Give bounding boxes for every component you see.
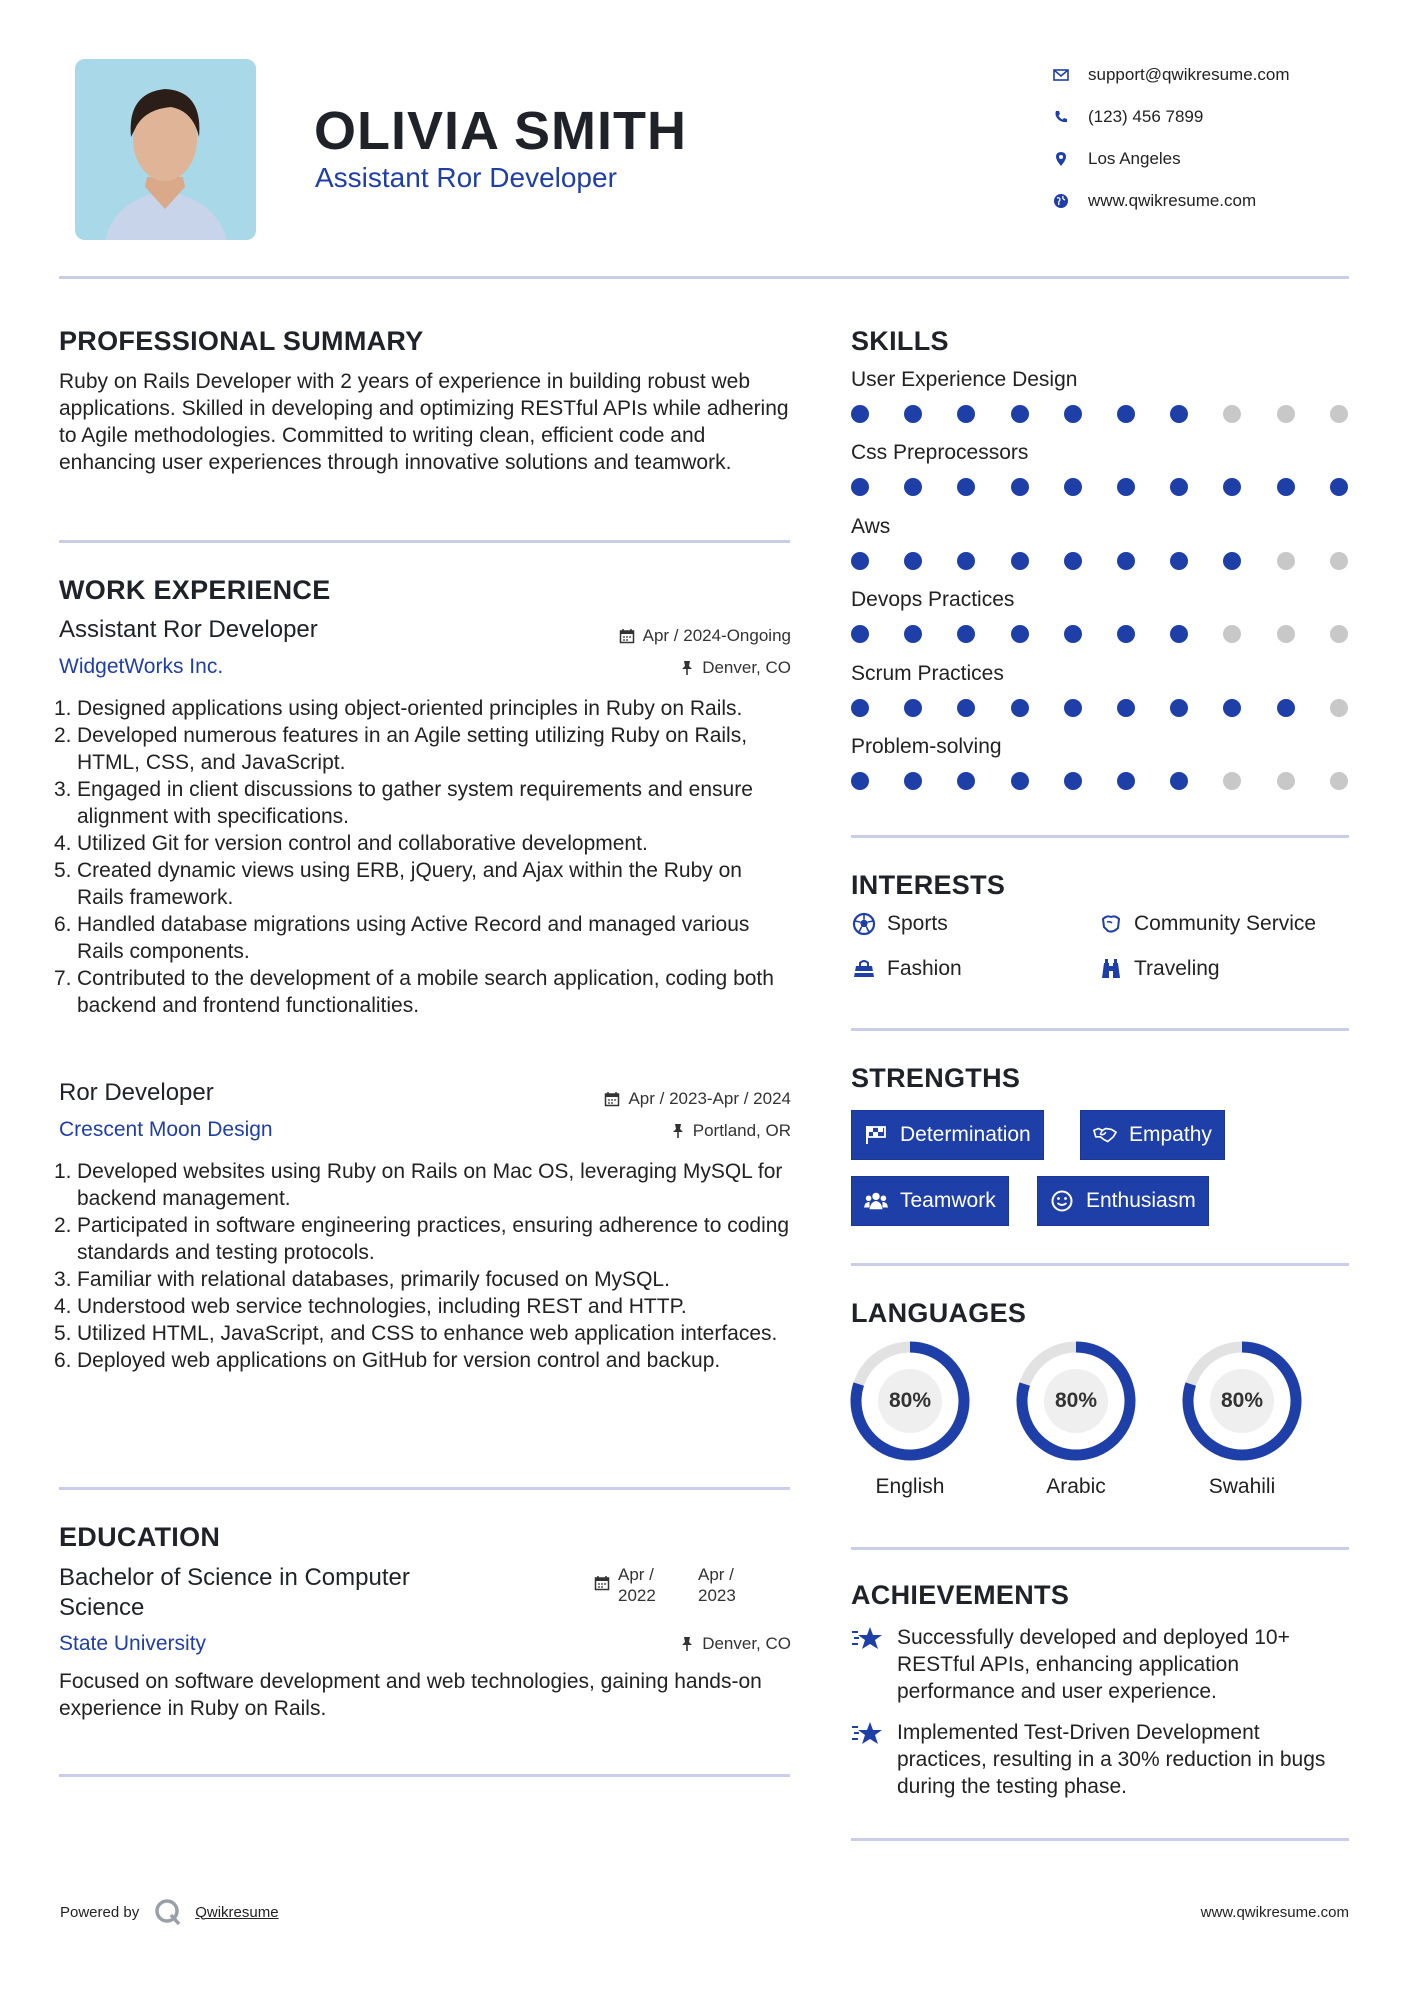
flag-icon bbox=[864, 1123, 888, 1147]
smile-icon bbox=[1050, 1189, 1074, 1213]
binoculars-icon bbox=[1098, 956, 1124, 982]
language-gauge bbox=[1181, 1340, 1303, 1462]
job-bullets bbox=[54, 695, 794, 1019]
interests-divider bbox=[851, 1028, 1349, 1031]
job-dates bbox=[500, 1089, 791, 1109]
skill-dot-filled bbox=[1117, 405, 1135, 423]
list-item: 4. Utilized Git for version control and collaborative development. bbox=[54, 832, 648, 855]
skill-dot-filled bbox=[851, 552, 869, 570]
skill-name: Problem-solving bbox=[851, 735, 1002, 758]
skill-name: Css Preprocessors bbox=[851, 441, 1029, 465]
degree-title bbox=[59, 1563, 410, 1623]
skill-rating bbox=[851, 699, 1351, 719]
list-item: 4. Understood web service technologies, including REST and HTTP. bbox=[54, 1295, 687, 1318]
skill-dot-filled bbox=[957, 625, 975, 643]
list-item: 1. Designed applications using object-oriented principles in Ruby on Rails. bbox=[54, 697, 743, 720]
interests-title: INTERESTS bbox=[851, 870, 1006, 900]
skill-dot-filled bbox=[1117, 699, 1135, 717]
skills-divider bbox=[851, 835, 1349, 838]
skill-dot-filled bbox=[1117, 772, 1135, 790]
skills-title: SKILLS bbox=[851, 326, 949, 356]
skill-dot-filled bbox=[1330, 478, 1348, 496]
calendar-icon bbox=[594, 1575, 610, 1591]
education-title: EDUCATION bbox=[59, 1522, 221, 1552]
language-name: English bbox=[875, 1475, 945, 1498]
interest-fashion bbox=[851, 956, 962, 982]
interest-label: Traveling bbox=[1134, 957, 1220, 980]
pushpin-icon bbox=[680, 1636, 694, 1652]
list-item: 2. Developed numerous features in an Agile setting utilizing Ruby on Rails, HTML, CSS, and JavaScript. bbox=[54, 724, 748, 774]
profile-photo bbox=[75, 59, 256, 240]
contact-website[interactable] bbox=[1050, 180, 1380, 222]
footer-website[interactable]: www.qwikresume.com bbox=[1200, 1904, 1349, 1921]
soccer-ball-icon bbox=[851, 911, 877, 937]
degree-line: Bachelor of Science in Computer bbox=[59, 1564, 410, 1591]
skill-rating bbox=[851, 478, 1351, 498]
skill-dot-filled bbox=[957, 699, 975, 717]
interest-label: Sports bbox=[887, 912, 948, 935]
list-item: 3. Engaged in client discussions to gather system requirements and ensure alignment with specifications. bbox=[54, 778, 753, 828]
skill-dot-filled bbox=[1064, 772, 1082, 790]
globe-icon bbox=[1050, 190, 1072, 212]
strengths-divider bbox=[851, 1263, 1349, 1266]
contact-phone-text: (123) 456 7899 bbox=[1088, 107, 1204, 126]
job-company: Crescent Moon Design bbox=[59, 1118, 273, 1141]
education-description: Focused on software development and web technologies, gaining hands-on experience in Ruby on Rails. bbox=[59, 1670, 762, 1720]
summary-divider bbox=[59, 540, 790, 543]
contact-list bbox=[1050, 54, 1380, 222]
skill-dot-filled bbox=[957, 405, 975, 423]
pushpin-icon bbox=[671, 1123, 685, 1139]
strength-label: Teamwork bbox=[900, 1189, 996, 1212]
skill-dot-empty bbox=[1330, 552, 1348, 570]
skill-dot-filled bbox=[904, 405, 922, 423]
job-location bbox=[500, 1121, 791, 1141]
job-dates-text: Apr / 2024-Ongoing bbox=[642, 626, 791, 645]
skill-dot-empty bbox=[1277, 552, 1295, 570]
skill-dot-filled bbox=[1011, 552, 1029, 570]
language-percent: 80% bbox=[888, 1389, 932, 1412]
job-dates-text: Apr / 2023-Apr / 2024 bbox=[628, 1089, 791, 1108]
skill-dot-filled bbox=[1117, 478, 1135, 496]
footer-powered-label: Powered by bbox=[60, 1903, 140, 1921]
skill-dot-filled bbox=[1064, 625, 1082, 643]
skill-dot-filled bbox=[904, 625, 922, 643]
skill-dot-filled bbox=[1170, 478, 1188, 496]
list-item: 6. Deployed web applications on GitHub for version control and backup. bbox=[54, 1349, 721, 1372]
achievement-text: Successfully developed and deployed 10+ RESTful APIs, enhancing application performance and user experience. bbox=[897, 1626, 1290, 1703]
skill-dot-filled bbox=[1223, 478, 1241, 496]
education-start-year: 2022 bbox=[618, 1586, 656, 1605]
job-company: WidgetWorks Inc. bbox=[59, 655, 224, 678]
skill-name: Aws bbox=[851, 514, 891, 538]
strength-teamwork bbox=[851, 1176, 1009, 1226]
skill-dot-filled bbox=[1117, 625, 1135, 643]
skill-dot-empty bbox=[1223, 772, 1241, 790]
skill-dot-filled bbox=[1170, 699, 1188, 717]
calendar-icon bbox=[604, 1091, 620, 1107]
skill-dot-empty bbox=[1223, 625, 1241, 643]
interest-label: Fashion bbox=[887, 957, 962, 980]
language-name: Swahili bbox=[1208, 1475, 1276, 1498]
skill-dot-filled bbox=[1011, 478, 1029, 496]
job-location-text: Portland, OR bbox=[692, 1121, 791, 1140]
list-item: 5. Utilized HTML, JavaScript, and CSS to enhance web application interfaces. bbox=[54, 1322, 778, 1345]
job-title: Assistant Ror Developer bbox=[59, 616, 318, 643]
skill-dot-empty bbox=[1330, 772, 1348, 790]
skill-dot-filled bbox=[1011, 699, 1029, 717]
languages-divider bbox=[851, 1547, 1349, 1550]
summary-text: Ruby on Rails Developer with 2 years of experience in building robust web applications. Skilled in developing and optimizing RESTful APIs while adhering to Agile methodologies. Committed to writing clean, efficient code and enhancing user experiences through innovative solutions and teamwork. bbox=[59, 370, 789, 474]
calendar-icon bbox=[619, 628, 635, 644]
skill-dot-filled bbox=[957, 772, 975, 790]
skill-dot-filled bbox=[957, 478, 975, 496]
skill-dot-filled bbox=[904, 478, 922, 496]
achievement-item bbox=[851, 1719, 1351, 1800]
shopping-bag-icon bbox=[851, 956, 877, 982]
degree-line: Science bbox=[59, 1594, 145, 1621]
skill-name: Scrum Practices bbox=[851, 661, 1004, 685]
language-gauge bbox=[849, 1340, 971, 1462]
education-start bbox=[618, 1564, 698, 1606]
job-location-text: Denver, CO bbox=[702, 658, 791, 677]
contact-email[interactable] bbox=[1050, 54, 1380, 96]
language-name: Arabic bbox=[1046, 1475, 1106, 1498]
language-percent: 80% bbox=[1054, 1389, 1098, 1412]
skill-dot-empty bbox=[1330, 405, 1348, 423]
skill-dot-filled bbox=[1064, 699, 1082, 717]
skill-dot-filled bbox=[904, 772, 922, 790]
skill-dot-filled bbox=[1011, 772, 1029, 790]
skill-dot-filled bbox=[851, 699, 869, 717]
users-icon bbox=[864, 1189, 888, 1213]
skill-dot-filled bbox=[1223, 552, 1241, 570]
skill-name: User Experience Design bbox=[851, 368, 1078, 391]
skill-dot-filled bbox=[1064, 405, 1082, 423]
footer-powered bbox=[60, 1897, 279, 1927]
list-item: 7. Contributed to the development of a mobile search application, coding both backend and frontend functionalities. bbox=[54, 967, 774, 1017]
education-location-text: Denver, CO bbox=[702, 1634, 791, 1653]
list-item: 5. Created dynamic views using ERB, jQuery, and Ajax within the Ruby on Rails framework. bbox=[54, 859, 742, 909]
strength-empathy bbox=[1080, 1110, 1225, 1160]
education-end bbox=[698, 1564, 736, 1606]
skill-dot-filled bbox=[1170, 772, 1188, 790]
education-location bbox=[500, 1634, 791, 1654]
strength-label: Enthusiasm bbox=[1086, 1189, 1196, 1212]
handshake-icon bbox=[1093, 1123, 1117, 1147]
skill-dot-filled bbox=[1170, 625, 1188, 643]
contact-website-text: www.qwikresume.com bbox=[1088, 191, 1257, 210]
work-title: WORK EXPERIENCE bbox=[59, 575, 331, 605]
skill-dot-filled bbox=[851, 772, 869, 790]
skill-dot-filled bbox=[1170, 552, 1188, 570]
education-end-month: Apr / bbox=[698, 1565, 734, 1584]
skill-rating bbox=[851, 772, 1351, 792]
skill-dot-empty bbox=[1277, 772, 1295, 790]
strengths-title: STRENGTHS bbox=[851, 1063, 1021, 1093]
candidate-name: OLIVIA SMITH bbox=[314, 101, 687, 161]
language-gauge bbox=[1015, 1340, 1137, 1462]
contact-email-text: support@qwikresume.com bbox=[1088, 65, 1290, 84]
skill-rating bbox=[851, 625, 1351, 645]
skill-dot-filled bbox=[1011, 405, 1029, 423]
skill-dot-filled bbox=[1011, 625, 1029, 643]
candidate-role: Assistant Ror Developer bbox=[315, 162, 617, 193]
job-location bbox=[500, 658, 791, 678]
strength-label: Determination bbox=[900, 1123, 1031, 1146]
list-item: 3. Familiar with relational databases, primarily focused on MySQL. bbox=[54, 1268, 670, 1291]
skill-rating bbox=[851, 552, 1351, 572]
map-pin-icon bbox=[1050, 148, 1072, 170]
contact-phone[interactable] bbox=[1050, 96, 1380, 138]
contact-location-text: Los Angeles bbox=[1088, 149, 1181, 168]
qwikresume-logo-icon bbox=[153, 1897, 183, 1927]
skill-dot-empty bbox=[1330, 699, 1348, 717]
education-divider bbox=[59, 1774, 790, 1777]
summary-title: PROFESSIONAL SUMMARY bbox=[59, 326, 424, 356]
helping-hand-icon bbox=[1098, 911, 1124, 937]
footer-brand-link[interactable]: Qwikresume bbox=[195, 1903, 279, 1921]
job-dates bbox=[500, 626, 791, 646]
strength-determination bbox=[851, 1110, 1044, 1160]
education-end-year: 2023 bbox=[698, 1586, 736, 1605]
skill-dot-empty bbox=[1277, 625, 1295, 643]
envelope-icon bbox=[1050, 64, 1072, 86]
skill-dot-filled bbox=[1223, 699, 1241, 717]
list-item: 6. Handled database migrations using Active Record and managed various Rails components. bbox=[54, 913, 750, 963]
skill-dot-filled bbox=[1064, 478, 1082, 496]
education-start-month: Apr / bbox=[618, 1565, 654, 1584]
contact-location bbox=[1050, 138, 1380, 180]
work-divider bbox=[59, 1487, 790, 1490]
star-award-icon bbox=[851, 1719, 885, 1749]
achievement-item bbox=[851, 1624, 1351, 1705]
skill-dot-filled bbox=[1277, 699, 1295, 717]
interest-community-service bbox=[1098, 911, 1316, 937]
school-name: State University bbox=[59, 1632, 207, 1655]
list-item: 1. Developed websites using Ruby on Rails on Mac OS, leveraging MySQL for backend management. bbox=[54, 1160, 783, 1210]
skill-dot-filled bbox=[957, 552, 975, 570]
skill-dot-empty bbox=[1330, 625, 1348, 643]
skill-dot-filled bbox=[1170, 405, 1188, 423]
language-percent: 80% bbox=[1220, 1389, 1264, 1412]
skill-dot-empty bbox=[1223, 405, 1241, 423]
job-title: Ror Developer bbox=[59, 1079, 214, 1106]
star-award-icon bbox=[851, 1624, 885, 1654]
skill-dot-filled bbox=[1064, 552, 1082, 570]
pushpin-icon bbox=[680, 660, 694, 676]
job-bullets bbox=[54, 1158, 794, 1374]
interest-traveling bbox=[1098, 956, 1220, 982]
skill-dot-filled bbox=[851, 405, 869, 423]
skill-dot-filled bbox=[904, 552, 922, 570]
skill-dot-filled bbox=[851, 478, 869, 496]
list-item: 2. Participated in software engineering practices, ensuring adherence to coding standards and testing protocols. bbox=[54, 1214, 790, 1264]
skill-dot-filled bbox=[1277, 478, 1295, 496]
skill-dot-filled bbox=[1117, 552, 1135, 570]
skill-rating bbox=[851, 405, 1351, 425]
strength-enthusiasm bbox=[1037, 1176, 1209, 1226]
education-dates bbox=[594, 1564, 736, 1606]
skill-dot-filled bbox=[904, 699, 922, 717]
interest-label: Community Service bbox=[1134, 912, 1317, 935]
achievement-text: Implemented Test-Driven Development practices, resulting in a 30% reduction in bugs during the testing phase. bbox=[897, 1721, 1326, 1798]
strength-label: Empathy bbox=[1129, 1123, 1212, 1146]
achievements-divider bbox=[851, 1838, 1349, 1841]
header-divider bbox=[59, 276, 1349, 279]
skill-dot-filled bbox=[851, 625, 869, 643]
languages-title: LANGUAGES bbox=[851, 1298, 1027, 1328]
skill-name: Devops Practices bbox=[851, 588, 1015, 612]
phone-icon bbox=[1050, 106, 1072, 128]
achievements-title: ACHIEVEMENTS bbox=[851, 1580, 1070, 1610]
skill-dot-empty bbox=[1277, 405, 1295, 423]
interest-sports bbox=[851, 911, 948, 937]
